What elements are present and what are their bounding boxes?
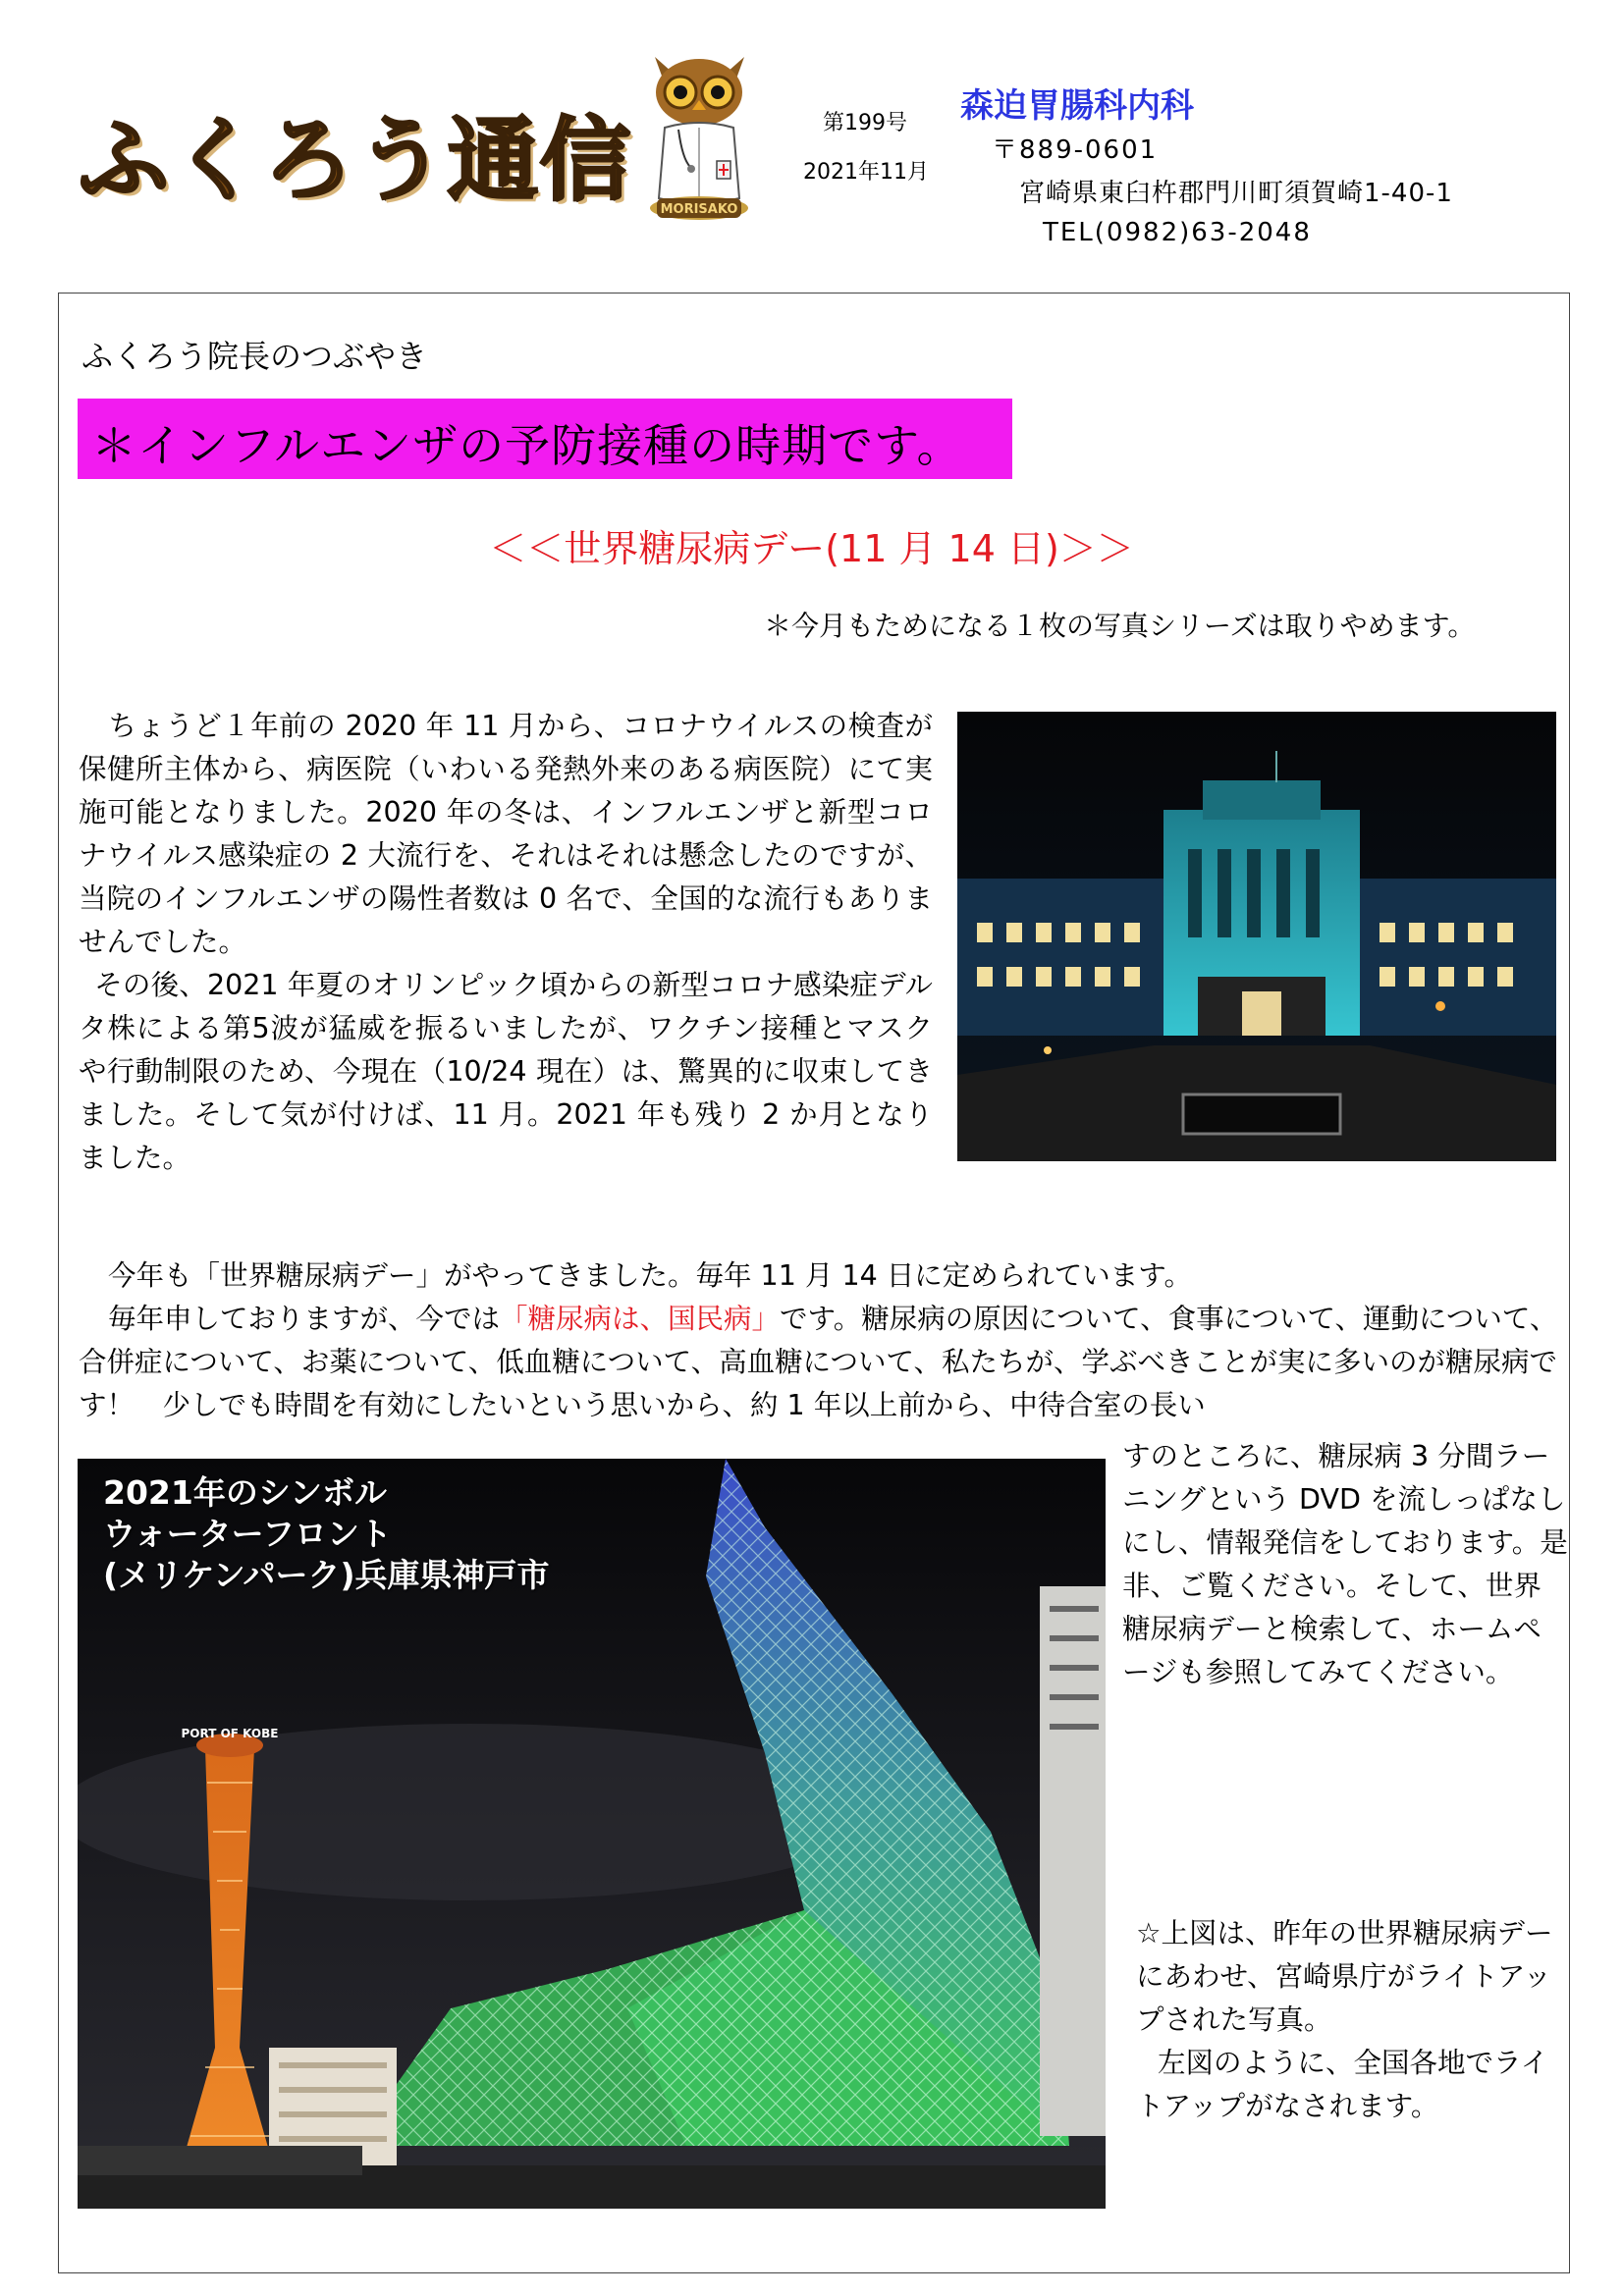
diabetes-paragraphs (79, 1255, 1571, 1427)
intro-paragraphs (79, 705, 933, 1180)
clinic-tel: TEL(0982)63-2048 (1043, 218, 1312, 247)
issue-date: 2021年11月 (803, 160, 929, 185)
headline: ＊インフルエンザの予防接種の時期です。 (91, 419, 963, 472)
caption-line-1: ☆上図は、昨年の世界糖尿病デーにあわせ、宮崎県庁がライトアップされた写真。 (1136, 1917, 1553, 2036)
issue-number: 第199号 (823, 111, 907, 135)
clinic-name: 森迫胃腸科内科 (960, 86, 1194, 126)
kobe-caption-line-2: ウォーターフロント (103, 1515, 393, 1553)
paragraph-3: 今年も「世界糖尿病デー」がやってきました。毎年 11 月 14 日に定められています。 (108, 1259, 1192, 1292)
kobe-caption-line-1: 2021年のシンボル (103, 1473, 388, 1512)
paragraph-2: その後、2021 年夏のオリンピック頃からの新型コロナ感染症デルタ株による第5波が猛威を振るいましたが、ワクチン接種とマスクや行動制限のため、今現在（10/24 現在）は、驚異的に収束してきました。そして気が付けば、11 月。2021 年も残り 2 か月となりました。 (79, 969, 933, 1174)
masthead-title: ふくろう通信 (79, 107, 633, 213)
kobe-caption-line-3: (メリケンパーク)兵庫県神戸市 (103, 1556, 550, 1594)
owl-logo (643, 51, 756, 228)
event-title: ＜＜世界糖尿病デー(11 月 14 日)＞＞ (489, 527, 1134, 570)
postal-code: 〒889-0601 (992, 135, 1159, 165)
national-disease-highlight: 「糖尿病は、国民病」 (500, 1303, 781, 1335)
prefectural-office-photo (957, 712, 1556, 1161)
notice-text: ＊今月もためになる１枚の写真シリーズは取りやめます。 (764, 610, 1476, 642)
photo-caption (1136, 1912, 1568, 2128)
clinic-address: 宮崎県東臼杵郡門川町須賀崎1-40-1 (1019, 179, 1453, 208)
column-title: ふくろう院長のつぶやき (81, 338, 428, 375)
paragraph-1: ちょうど１年前の 2020 年 11 月から、コロナウイルスの検査が保健所主体から、病医院（いわいる発熱外来のある病医院）にて実施可能となりました。2020 年の冬は、インフルエンザと新型コロナウイルス感染症の 2 大流行を、それはそれは懸念したのですが、当院のインフルエンザの陽性者数は 0 名で、全国的な流行もありませんでした。 (79, 710, 933, 958)
caption-line-2: 左図のように、全国各地でライトアップがなされます。 (1136, 2047, 1549, 2122)
paragraph-4: 毎年申しておりますが、今では「糖尿病は、国民病」です。糖尿病の原因について、食事について、運動について、合併症について、お薬について、低血糖について、高血糖について、私たちが、学ぶべきことが実に多いのが糖尿病です！ 少しでも時間を有効にしたいという思いから、約 1 年以上前から、中待合室の長い (79, 1303, 1558, 1421)
svg-text:MORISAKO: MORISAKO (660, 202, 738, 217)
paragraph-5: すのところに、糖尿病 3 分間ラーニングという DVD を流しっぱなしにし、情報発信をしております。是非、ご覧ください。そして、世界糖尿病デーと検索して、ホームページも参照してみてください。 (1122, 1440, 1568, 1688)
kobe-photo-caption (103, 1472, 550, 1596)
svg-text:PORT OF KOBE: PORT OF KOBE (181, 1727, 279, 1740)
